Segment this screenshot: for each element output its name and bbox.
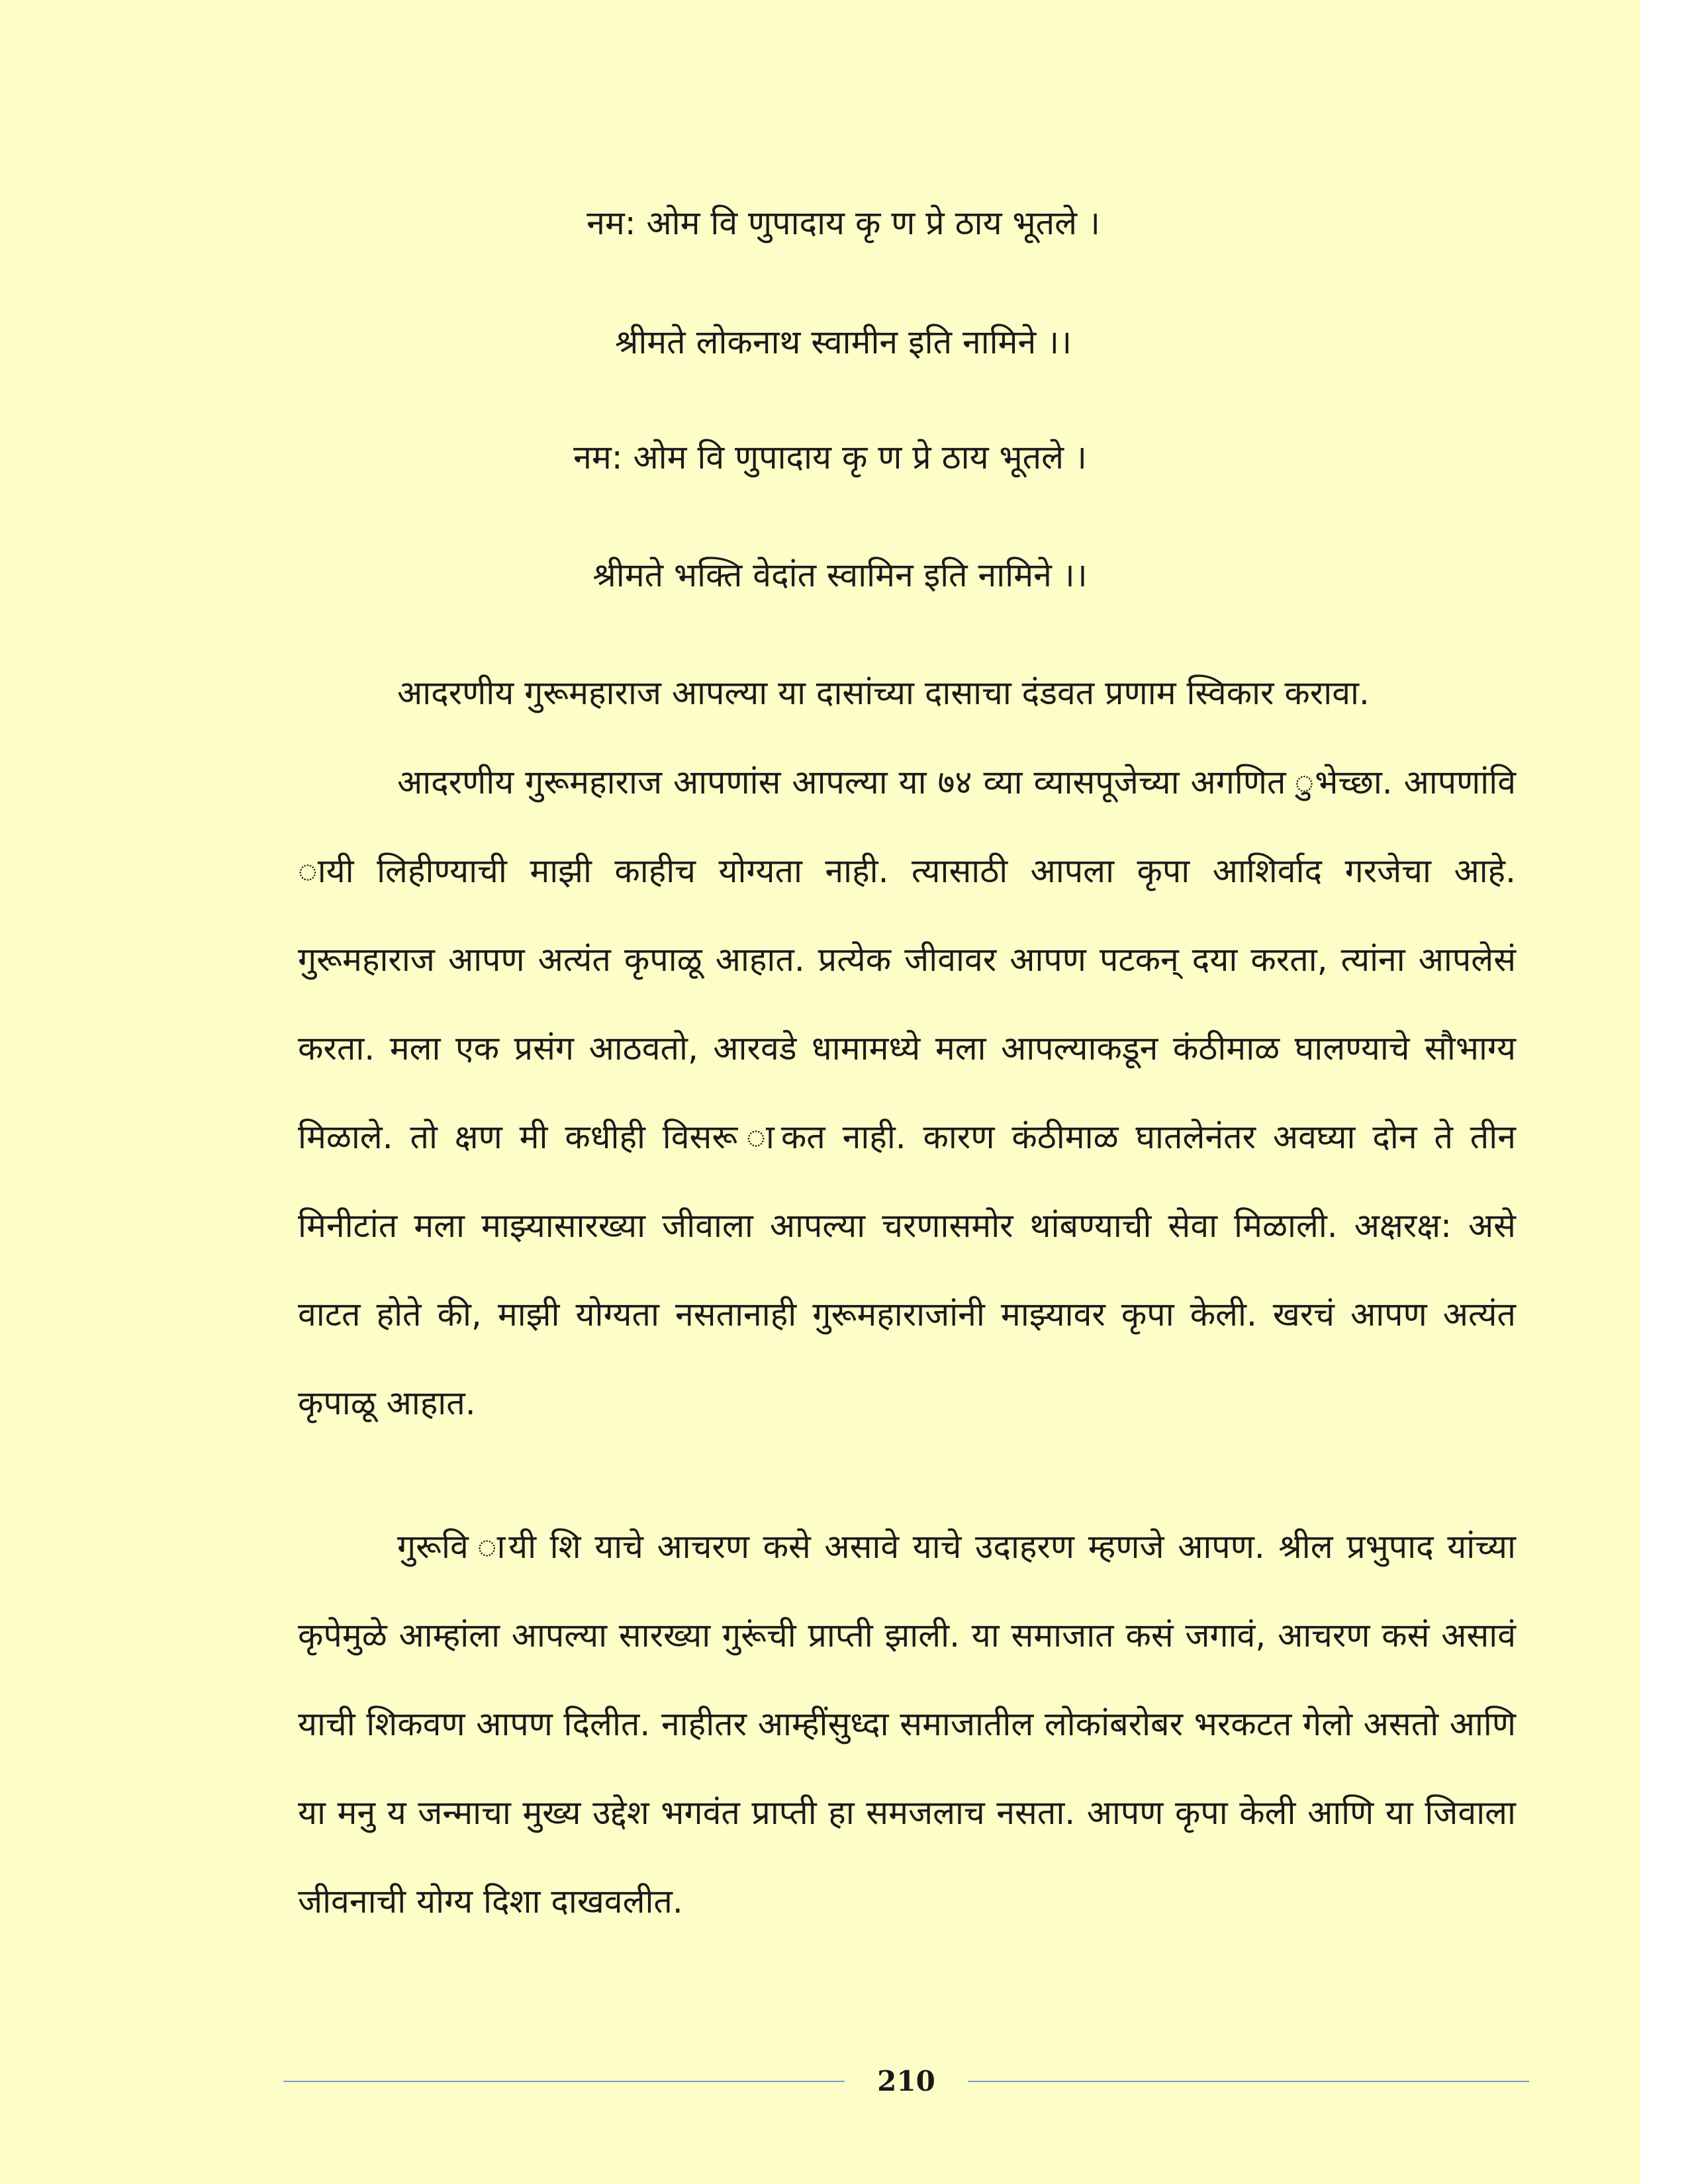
verse-line-3: नम: ओम वि णुपादाय कृ ण प्रे ठाय भूतले । (573, 438, 1087, 477)
footer-rule-left (283, 2081, 845, 2082)
body-paragraph-2: गुरूवि ायी शि याचे आचरण कसे असावे याचे उदाहरण म्हणजे आपण. श्रील प्रभुपाद यांच्या कृपेमुळे आम्हांला आपल्या सारख्या गुरूंची प्राप्ती झाली. या समाजात कसं जगावं, आचरण कसं असावं याची शिकवण आपण दिलीत. नाहीतर आम्हींसुध्दा समाजातील लोकांबरोबर भरकटत गेलो असतो आणि या मनु य जन्माचा मुख्य उद्देश भगवंत प्राप्ती हा समजलाच नसता. आपण कृपा केली आणि या जिवाला जीवनाची योग्य दिशा दाखवलीत. (298, 1527, 1516, 1921)
intro-line: आदरणीय गुरूमहाराज आपल्या या दासांच्या दासाचा दंडवत प्रणाम स्विकार करावा. (397, 674, 1370, 712)
page-number: 210 (877, 2065, 935, 2097)
verse-line-1: नम: ओम वि णुपादाय कृ ण प्रे ठाय भूतले । (586, 204, 1100, 242)
body-paragraph-1: आदरणीय गुरूमहाराज आपणांस आपल्या या ७४ व्या व्यासपूजेच्या अगणित ुभेच्छा. आपणांवि ायी लिहीण्याची माझी काहीच योग्यता नाही. त्यासाठी आपला कृपा आशिर्वाद गरजेचा आहे. गुरूमहाराज आपण अत्यंत कृपाळू आहात. प्रत्येक जीवावर आपण पटकन् दया करता, त्यांना आपलेसं करता. मला एक प्रसंग आठवतो, आरवडे धामामध्ये मला आपल्याकडून कंठीमाळ घालण्याचे सौभाग्य मिळाले. तो क्षण मी कधीही विसरू ाकत नाही. कारण कंठीमाळ घातलेनंतर अवघ्या दोन ते तीन मिनीटांत मला माझ्यासारख्या जीवाला आपल्या चरणासमोर थांबण्याची सेवा मिळाली. अक्षरक्ष: असे वाटत होते की, माझी योग्यता नसतानाही गुरूमहाराजांनी माझ्यावर कृपा केली. खरचं आपण अत्यंत कृपाळू आहात. (298, 763, 1516, 1422)
footer-rule-right (968, 2081, 1529, 2082)
verse-line-4: श्रीमते भक्ति वेदांत स्वामिन इति नामिने ।। (592, 556, 1088, 594)
verse-line-2: श्रीमते लोकनाथ स्वामीन इति नामिने ।। (614, 323, 1072, 361)
